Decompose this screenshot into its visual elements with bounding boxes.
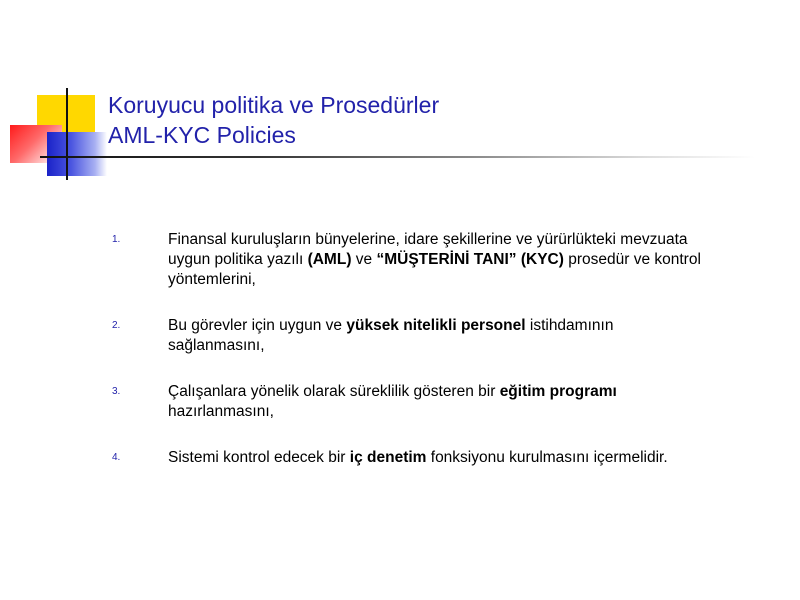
list-item-text [168, 383, 617, 420]
list-item-text-segment: prosedür ve kontrol yöntemlerini, [168, 251, 701, 288]
list-item [112, 316, 702, 356]
list-item-text-segment: istihdamının sağlanmasını, [168, 317, 614, 354]
list-item-text-segment: Bu görevler için uygun ve [168, 317, 347, 334]
list-item-bold-text: yüksek nitelikli personel [346, 317, 526, 334]
list-item-number: 1. [112, 234, 121, 245]
slide-title-line-2: AML-KYC Policies [108, 122, 296, 148]
list-item-bold-text: (KYC) [520, 251, 564, 268]
list-item-text-segment: Çalışanlara yönelik olarak süreklilik gösteren bir [168, 383, 500, 400]
list-item-bold-text: (AML) [307, 251, 352, 268]
list-item [112, 382, 702, 422]
list-item-text-segment: hazırlanmasını, [168, 403, 274, 420]
list-item-number: 2. [112, 320, 121, 331]
slide-title [108, 90, 439, 150]
list-item-bold-text: “MÜŞTERİNİ TANI” [376, 251, 517, 268]
list-item-text [168, 449, 668, 466]
list-item-text-segment: Finansal kuruluşların bünyelerine, idare şekillerine ve yürürlükteki mevzuata uygun politika yazılı [168, 231, 688, 268]
numbered-list [112, 230, 702, 494]
title-underline [40, 156, 755, 158]
list-item-text-segment: ve [351, 251, 377, 268]
list-item-text-segment: Sistemi kontrol edecek bir [168, 449, 350, 466]
list-item-number: 3. [112, 386, 121, 397]
list-item-bold-text: eğitim programı [499, 383, 617, 400]
corner-decoration [0, 0, 120, 190]
list-item-number: 4. [112, 452, 121, 463]
list-item-text-segment: fonksiyonu kurulmasını içermelidir. [426, 449, 668, 466]
list-item-text [168, 231, 701, 288]
blue-square-shape [47, 132, 107, 176]
list-item-bold-text: iç denetim [349, 449, 427, 466]
list-item [112, 230, 702, 290]
list-item-text [168, 317, 613, 354]
slide-title-line-1: Koruyucu politika ve Prosedürler [108, 92, 440, 118]
vertical-divider-line [66, 88, 68, 180]
list-item [112, 448, 702, 468]
